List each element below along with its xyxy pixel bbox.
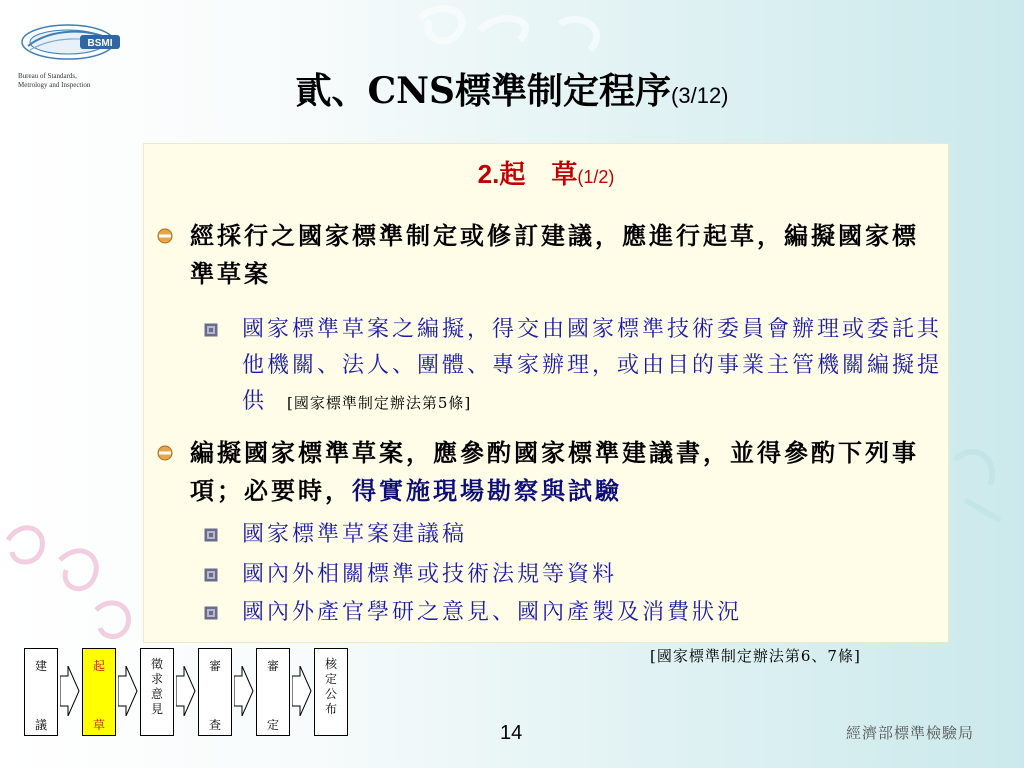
slide-title-main: 貳、CNS標準制定程序 xyxy=(295,70,672,112)
bullet-level2 xyxy=(204,517,942,553)
diamond-bullet-icon xyxy=(156,227,174,245)
flow-step-bottom: 定 xyxy=(266,718,279,732)
diamond-bullet-icon xyxy=(156,444,174,462)
page-number: 14 xyxy=(500,722,523,744)
flow-step-top: 審 xyxy=(208,659,221,673)
logo-text: BSMI xyxy=(87,38,113,49)
square-bullet-icon xyxy=(204,323,218,337)
flow-step-top: 起 xyxy=(92,659,105,673)
square-bullet-icon xyxy=(204,528,218,542)
flow-step-top: 徵求意見 xyxy=(151,657,164,716)
bullet-level2 xyxy=(204,312,942,421)
slide-title-sub: (3/12) xyxy=(671,83,729,108)
bullet-level1 xyxy=(162,434,942,510)
footer-organization: 經濟部標準檢驗局 xyxy=(846,724,975,742)
process-flow xyxy=(24,648,344,740)
flow-step-bottom: 查 xyxy=(208,718,221,732)
flow-step-top: 建 xyxy=(34,659,47,673)
flow-step xyxy=(314,648,348,736)
bullet-text: 國內外產官學研之意見、國內產製及消費狀況 xyxy=(242,600,743,625)
flow-step-bottom: 草 xyxy=(92,718,105,732)
bullet-level1 xyxy=(162,217,942,293)
arrow-right-icon xyxy=(234,666,254,716)
bullet-text: 國家標準草案之編擬，得交由國家標準技術委員會辦理或委託其他機關、法人、團體、專家辦理，或由目的事業主管機關編擬提供 xyxy=(242,317,943,414)
section-title-text: 起 草 xyxy=(499,160,578,190)
highlight-text: 得實施現場勘察與試驗 xyxy=(352,476,622,505)
arrow-right-icon xyxy=(60,666,80,716)
logo-subtitle-line1: Bureau of Standards, xyxy=(18,72,77,80)
arrow-right-icon xyxy=(292,666,312,716)
arrow-right-icon xyxy=(176,666,196,716)
flow-step xyxy=(140,648,174,736)
square-bullet-icon xyxy=(204,568,218,582)
bullet-level2 xyxy=(204,595,942,631)
flow-step xyxy=(256,648,290,736)
section-title-sub: (1/2) xyxy=(577,167,615,187)
bullet-text: 編擬國家標準草案，應參酌國家標準建議書，並得參酌下列事項；必要時， xyxy=(190,438,919,505)
flow-step-active xyxy=(82,648,116,736)
arrow-right-icon xyxy=(118,666,138,716)
section-title xyxy=(144,154,948,191)
flow-step-top: 核定公布 xyxy=(325,657,338,716)
citation-articles: [國家標準制定辦法第6、7條] xyxy=(650,647,861,665)
content-panel xyxy=(143,143,949,643)
bullet-level2 xyxy=(204,557,942,593)
flow-step xyxy=(24,648,58,736)
bullet-text: 國家標準草案建議稿 xyxy=(242,522,468,547)
bullet-text: 國內外相關標準或技術法規等資料 xyxy=(242,562,618,587)
bullet-text: 經採行之國家標準制定或修訂建議，應進行起草，編擬國家標準草案 xyxy=(190,221,919,288)
slide-title xyxy=(0,63,1024,114)
flow-step xyxy=(198,648,232,736)
citation: [國家標準制定辦法第5條] xyxy=(287,394,472,412)
flow-step-bottom: 議 xyxy=(34,718,47,732)
logo-subtitle-line2: Metrology and Inspection xyxy=(18,81,91,89)
flow-step-top: 審 xyxy=(266,659,279,673)
section-number: 2. xyxy=(477,159,500,189)
square-bullet-icon xyxy=(204,606,218,620)
